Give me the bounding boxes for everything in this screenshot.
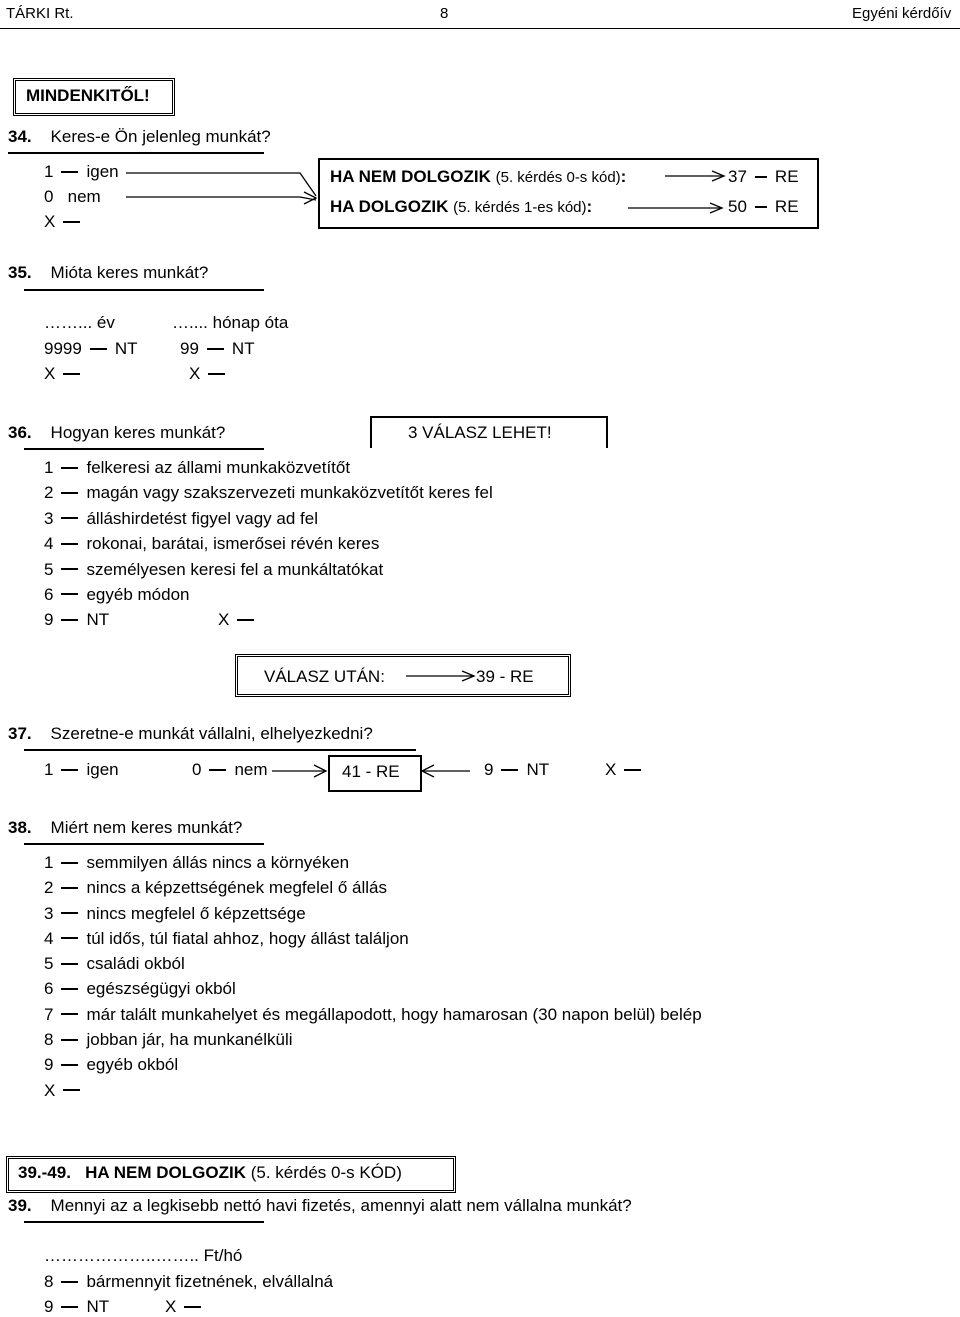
q37-number: 37. bbox=[8, 724, 32, 743]
route-condition: HA DOLGOZIK bbox=[330, 197, 449, 216]
q37-target: 41 - RE bbox=[342, 762, 400, 781]
option-label: már talált munkahelyet és megállapodott, hogy hamarosan (30 napon belül) belép bbox=[86, 1004, 702, 1024]
route-condition: HA NEM DOLGOZIK bbox=[330, 167, 491, 186]
option-code: 9999 bbox=[44, 339, 82, 358]
q36-note: 3 VÁLASZ LEHET! bbox=[408, 423, 552, 442]
option-label: NT bbox=[231, 339, 255, 358]
option-label: NT bbox=[86, 1297, 110, 1316]
option-code: X bbox=[218, 610, 230, 629]
month-label: hónap óta bbox=[212, 313, 289, 332]
route-target-re: RE bbox=[774, 167, 799, 186]
option-label: nem bbox=[234, 760, 268, 779]
q34-nem-arrow bbox=[126, 197, 316, 200]
option-code: 4 bbox=[44, 928, 54, 948]
option-code: 9 bbox=[484, 760, 494, 779]
option-code: 5 bbox=[44, 954, 54, 974]
option-label: nincs a képzettségének megfelel ő állás bbox=[86, 878, 387, 898]
option-code: 99 bbox=[180, 339, 199, 358]
option-label: álláshirdetést figyel vagy ad fel bbox=[86, 508, 318, 528]
q36-text: Hogyan keres munkát? bbox=[50, 423, 226, 442]
option-label: egészségügyi okból bbox=[86, 979, 236, 999]
option-label: igen bbox=[86, 760, 119, 779]
option-code: X bbox=[44, 364, 56, 383]
option-code: 6 bbox=[44, 584, 54, 604]
option-label: személyesen keresi fel a munkáltatókat bbox=[86, 559, 384, 579]
option-code: 2 bbox=[44, 878, 54, 898]
q39-number: 39. bbox=[8, 1196, 32, 1215]
option-code: 3 bbox=[44, 508, 54, 528]
route-target-num: 37 bbox=[728, 167, 747, 186]
month-blank: ….... bbox=[172, 313, 208, 332]
section-condition: HA NEM DOLGOZIK bbox=[85, 1163, 246, 1182]
option-code: 6 bbox=[44, 979, 54, 999]
page-number: 8 bbox=[440, 5, 449, 22]
route-detail: (5. kérdés 1-es kód) bbox=[453, 199, 587, 216]
header-doc-title: Egyéni kérdőív bbox=[852, 5, 952, 22]
amount-blank: ………………..…….. bbox=[44, 1246, 199, 1265]
option-label: rokonai, barátai, ismerősei révén keres bbox=[86, 534, 380, 554]
route-detail: (5. kérdés 0-s kód) bbox=[495, 169, 621, 186]
route-colon: : bbox=[620, 167, 627, 186]
section-detail: (5. kérdés 0-s KÓD) bbox=[250, 1163, 402, 1182]
option-label: nincs megfelel ő képzettsége bbox=[86, 903, 306, 923]
option-label: egyéb okból bbox=[86, 1055, 179, 1075]
q35-text: Mióta keres munkát? bbox=[50, 263, 209, 282]
option-code: 1 bbox=[44, 162, 54, 181]
option-label: nem bbox=[67, 187, 101, 206]
section-range: 39.-49. bbox=[18, 1163, 71, 1182]
q37-text: Szeretne-e munkát vállalni, elhelyezkedni? bbox=[50, 724, 373, 743]
option-code: 5 bbox=[44, 559, 54, 579]
option-code: 4 bbox=[44, 534, 54, 554]
option-label: NT bbox=[114, 339, 138, 358]
option-code: 8 bbox=[44, 1272, 54, 1291]
option-label: igen bbox=[86, 162, 119, 181]
option-code: 2 bbox=[44, 483, 54, 503]
option-label: magán vagy szakszervezeti munkaközvetítőt keres fel bbox=[86, 483, 493, 503]
option-code: 9 bbox=[44, 1297, 54, 1316]
option-label: NT bbox=[526, 760, 550, 779]
option-code: 0 bbox=[192, 760, 202, 779]
option-code: X bbox=[44, 212, 56, 231]
q38-number: 38. bbox=[8, 818, 32, 837]
q34-igen-arrow bbox=[126, 173, 316, 196]
q38-text: Miért nem keres munkát? bbox=[50, 818, 243, 837]
section-all-label: MINDENKITŐL! bbox=[26, 86, 150, 105]
option-code: X bbox=[44, 1080, 56, 1100]
option-label: bármennyit fizetnének, elvállalná bbox=[86, 1272, 334, 1291]
q36-after-label: VÁLASZ UTÁN: bbox=[264, 667, 385, 686]
option-code: 0 bbox=[44, 187, 54, 206]
year-blank: ……... bbox=[44, 313, 93, 332]
route-target-num: 50 bbox=[728, 197, 747, 216]
q34-number: 34. bbox=[8, 127, 32, 146]
option-code: 1 bbox=[44, 853, 54, 872]
route-target-re: RE bbox=[774, 197, 799, 216]
option-code: 9 bbox=[44, 1055, 54, 1075]
option-code: X bbox=[605, 760, 617, 779]
option-code: X bbox=[189, 364, 201, 383]
option-code: 3 bbox=[44, 903, 54, 923]
option-label: NT bbox=[86, 610, 110, 630]
q35-number: 35. bbox=[8, 263, 32, 282]
option-label: jobban jár, ha munkanélküli bbox=[86, 1030, 293, 1050]
option-label: túl idős, túl fiatal ahhoz, hogy állást találjon bbox=[86, 928, 409, 948]
route-colon: : bbox=[586, 197, 593, 216]
header-org: TÁRKI Rt. bbox=[6, 5, 74, 22]
option-label: felkeresi az állami munkaközvetítőt bbox=[86, 458, 351, 477]
option-code: 8 bbox=[44, 1030, 54, 1050]
option-code: 1 bbox=[44, 458, 54, 477]
option-label: semmilyen állás nincs a környéken bbox=[86, 853, 350, 872]
option-code: 1 bbox=[44, 760, 54, 779]
option-code: 9 bbox=[44, 610, 54, 630]
q39-text: Mennyi az a legkisebb nettó havi fizetés, amennyi alatt nem vállalna munkát? bbox=[50, 1196, 632, 1215]
q36-after-target: 39 - RE bbox=[476, 667, 534, 686]
year-label: év bbox=[96, 313, 115, 332]
q36-number: 36. bbox=[8, 423, 32, 442]
option-label: egyéb módon bbox=[86, 584, 190, 604]
option-label: családi okból bbox=[86, 954, 185, 974]
amount-unit: Ft/hó bbox=[203, 1246, 243, 1265]
q34-text: Keres-e Ön jelenleg munkát? bbox=[50, 127, 271, 146]
option-code: X bbox=[165, 1297, 177, 1316]
option-code: 7 bbox=[44, 1004, 54, 1024]
